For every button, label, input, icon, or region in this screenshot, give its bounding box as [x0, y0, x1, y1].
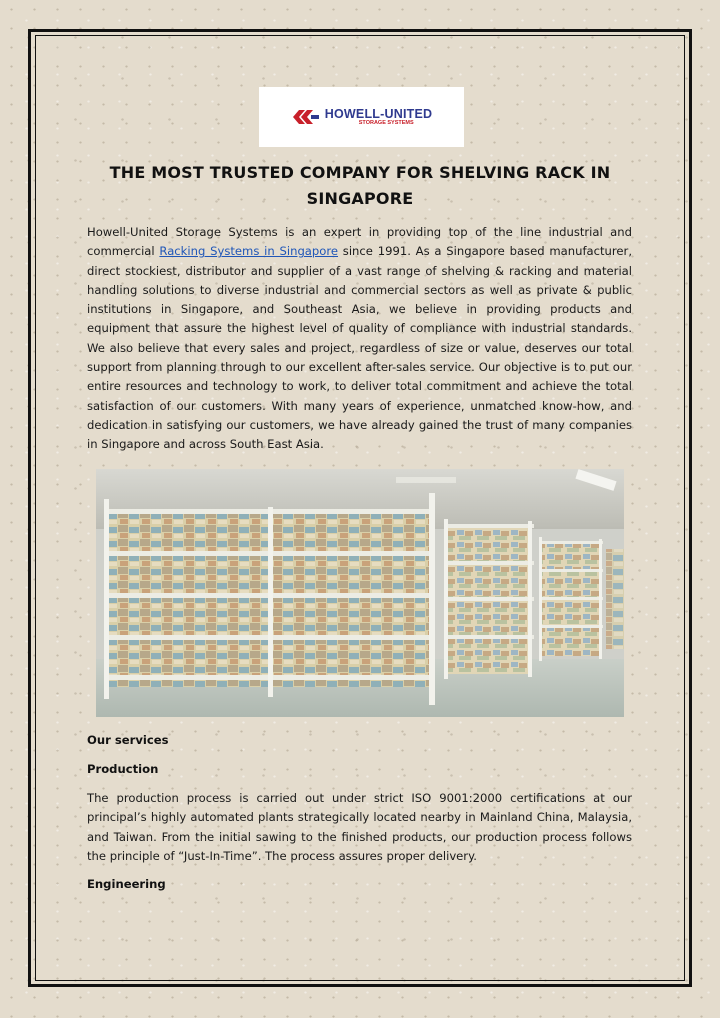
intro-text-start: Howell-United Storage Systems is an expert in providing top of the line industrial and commercial: [87, 225, 632, 259]
logo-name: HOWELL-UNITED: [324, 106, 433, 121]
logo-emblem-icon: [291, 107, 321, 127]
production-paragraph: The production process is carried out under strict ISO 9001:2000 certifications at our principal’s highly automated plants strategically located nearby in Mainland China, Malaysia, and Taiwan. From the initial sawing to the finished products, our production process follows the principle of “Just-In-Time”. The process assures proper delivery.: [87, 791, 632, 863]
production-heading: Production: [87, 762, 159, 776]
intro-text-rest: since 1991. As a Singapore based manufacturer, direct stockiest, distributor and supplier of a vast range of shelving & racking and material handling solutions to diverse industrial and commercial sectors as well as private & public institutions in Singapore, and Southeast Asia, we believe in providing products and equipment that assure the highest level of quality of compliance with industrial standards. We also believe that every sales and project, regardless of size or value, deserves our total support from planning through to our excellent after-sales service. Our objective is to put our entire resources and technology to work, to deliver total commitment and achieve the total satisfaction of our customers. With many years of experience, unmatched know-how, and dedication in satisfying our customers, we have already gained the trust of many companies in Singapore and across South East Asia.: [87, 244, 633, 452]
company-logo: [259, 87, 464, 147]
warehouse-shelving-photo: [96, 469, 624, 717]
logo-tagline: STORAGE SYSTEMS: [358, 120, 414, 126]
engineering-heading: Engineering: [87, 877, 166, 891]
our-services-heading: Our services: [87, 733, 169, 747]
page-title: THE MOST TRUSTED COMPANY FOR SHELVING RACK IN SINGAPORE: [109, 163, 611, 208]
intro-paragraph: [87, 223, 632, 455]
racking-systems-link[interactable]: Racking Systems in Singapore: [159, 244, 339, 259]
